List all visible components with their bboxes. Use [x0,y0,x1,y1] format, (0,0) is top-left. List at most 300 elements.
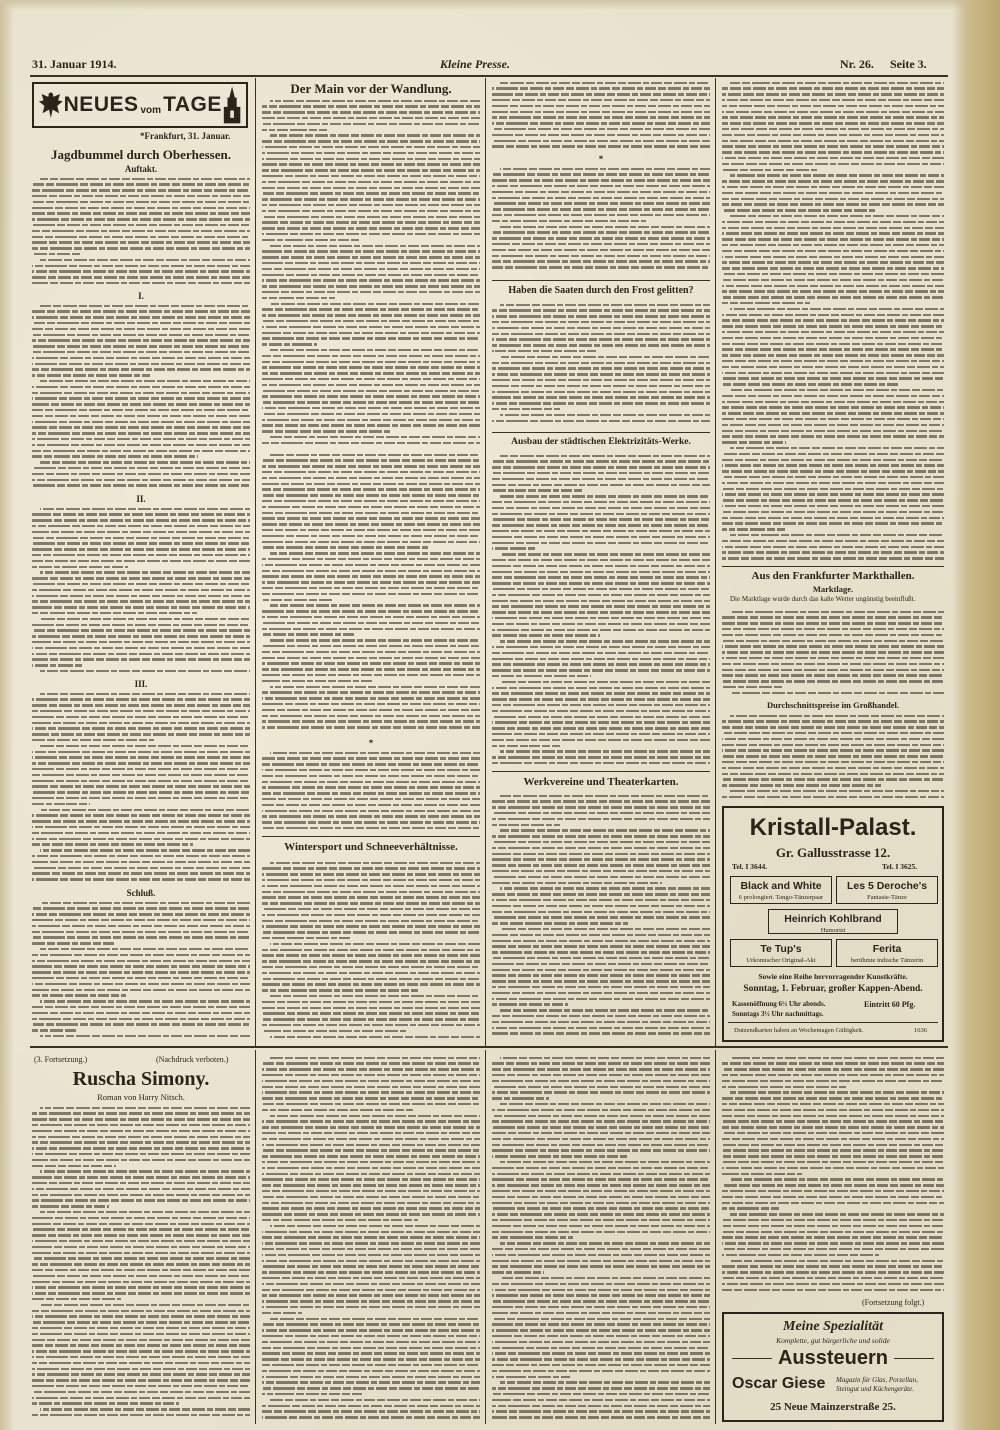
text-line [492,1178,710,1181]
text-line [262,268,480,271]
text-line [270,604,480,607]
text-line [32,727,250,730]
text-line [262,1012,480,1015]
text-line [262,885,480,888]
text-line [32,1257,250,1260]
text-line [32,1006,250,1009]
text-line [32,577,250,580]
text-line [492,1405,710,1408]
text-line [32,519,250,522]
text-line [262,500,480,503]
text-line [262,459,480,462]
text-line [262,192,480,195]
text-line [722,1231,944,1234]
text-line [262,1091,480,1094]
text-line [262,798,480,801]
text-line [262,989,418,992]
text-line [722,145,944,148]
text-line [722,1149,944,1152]
text-line [722,663,944,666]
text-line [32,820,250,823]
text-line [32,1112,250,1115]
text-line [270,1057,480,1060]
text-line [32,872,250,875]
text-line [32,560,250,563]
text-line [262,442,480,445]
act-note: Humorist [820,927,846,934]
text-line [492,1167,710,1170]
text-line [722,209,875,212]
text-line [730,174,944,177]
text-line [32,1159,250,1162]
text-line [492,1376,570,1379]
text-line [492,385,710,388]
text-line [722,93,944,96]
act-note: Urkomischer Original-Akt [746,957,816,964]
text-line [722,1190,944,1193]
text-line [32,913,250,916]
article-title-saaten: Haben die Saaten durch den Frost gelitten? [508,285,694,296]
text-line [32,1362,250,1365]
text-line [32,357,250,360]
text-line [40,178,250,181]
advert-special-event: Sonntag, 1. Februar, großer Kappen-Abend. [743,984,923,994]
text-line [40,571,250,574]
section-divider [30,1046,948,1048]
text-line [500,1277,710,1280]
advert-tel-right: Tel. I 3625. [882,862,918,871]
text-line [722,1132,944,1135]
text-line [262,925,480,928]
text-line [262,1236,480,1239]
text-line [262,274,480,277]
text-line [722,296,944,299]
text-line [722,261,944,264]
text-line [32,1246,250,1249]
text-line [262,233,480,236]
text-line [32,1315,250,1318]
text-line [492,1225,710,1228]
text-line [262,337,480,340]
text-line [722,499,944,502]
text-line [32,1333,250,1336]
text-line [262,1387,480,1390]
text-line [270,943,480,946]
text-line [262,633,355,636]
text-line [492,745,560,748]
text-line [492,1312,710,1315]
text-line [262,1219,418,1222]
text-line [492,478,710,481]
text-line [492,835,710,838]
text-line [262,227,480,230]
text-line [722,784,881,787]
text-line [500,304,710,307]
text-line [500,640,710,643]
text-line [32,600,250,603]
column-rule [255,78,256,1046]
text-line [500,553,710,556]
text-line [40,1000,250,1003]
text-line [262,1155,480,1158]
text-line [492,1294,710,1297]
text-line [722,488,944,491]
text-line [32,954,250,957]
text-line [32,1275,250,1278]
text-line [32,733,250,736]
text-line [492,460,710,463]
text-line [262,1300,480,1303]
text-line [722,528,785,531]
masthead-word-tage: TAGE [163,93,222,116]
text-line [262,1352,480,1355]
text-line [722,273,944,276]
text-line [270,639,480,642]
text-line [262,378,480,381]
act-name: Heinrich Kohlbrand [784,913,882,925]
text-line [262,146,480,149]
text-line [492,220,646,223]
article-body [262,452,480,736]
text-line [262,471,480,474]
text-line [262,815,480,818]
text-line [722,657,944,660]
text-line [722,674,944,677]
text-line [32,942,114,945]
text-line [492,963,710,966]
text-line [722,459,944,462]
text-line [32,345,250,348]
text-line [32,1402,179,1405]
text-line [722,1097,944,1100]
text-line [722,319,944,322]
text-line [262,326,480,329]
text-line [722,250,944,253]
text-line [32,351,250,354]
text-line [492,105,710,108]
article-title-markthallen: Aus den Frankfurter Markthallen. [751,570,915,582]
text-line [492,916,710,919]
text-line [262,297,335,300]
advert-sunday: Sonntags 3½ Uhr nachmittags. [732,1010,824,1018]
text-line [32,716,250,719]
eagle-icon [38,88,64,122]
text-line [730,611,944,614]
text-line [492,1329,710,1332]
text-line [32,455,198,458]
text-line [492,847,710,850]
text-line [270,100,480,103]
text-line [492,1074,710,1077]
text-line [492,1196,710,1199]
text-line [32,814,250,817]
text-line [722,151,944,154]
text-line [40,508,250,511]
text-line [262,262,480,265]
act-name: Te Tup's [760,943,802,955]
text-line [492,1341,710,1344]
text-line [40,849,250,852]
text-line [262,827,480,830]
text-line [722,331,944,334]
advert-more-acts: Sowie eine Reihe hervorragender Kunstkräfte. [758,972,908,981]
text-line [492,692,710,695]
text-line [40,902,250,905]
text-line [492,1115,710,1118]
article-body [492,453,710,767]
text-line [32,450,250,453]
text-line [492,1265,710,1268]
text-line [492,565,710,568]
text-line [262,1138,480,1141]
article-body [32,900,250,1042]
advert-tickets: Dutzendkarten haben an Wochentagen Gültigkeit. [734,1027,864,1034]
text-line [722,1062,944,1065]
text-line [32,438,250,441]
text-line [262,622,480,625]
text-line [492,1144,710,1147]
header-page: Seite 3. [890,57,927,71]
text-line [262,250,480,253]
text-line [722,616,944,619]
text-line [492,202,710,205]
text-line [262,879,480,882]
article-body [492,793,710,1042]
text-line [32,647,250,650]
text-line [262,1202,480,1205]
text-line [262,668,480,671]
text-line [262,512,480,515]
text-line [262,1231,480,1234]
text-line [492,756,710,759]
text-line [32,612,197,615]
masthead-logo [32,82,248,128]
text-line [262,937,352,940]
text-line [262,407,480,410]
text-line [262,891,480,894]
article-body [262,860,480,1042]
article-body [32,176,250,290]
text-line [722,1236,944,1239]
text-line [492,501,710,504]
text-line [262,960,480,963]
text-line [730,1057,944,1060]
text-line [32,1147,250,1150]
text-line [32,843,193,846]
text-line [32,658,250,661]
text-line [722,314,944,317]
text-line [270,245,480,248]
text-line [262,1364,480,1367]
text-line [492,663,710,666]
text-line [722,493,944,496]
header-rule [30,75,948,77]
text-line [492,1364,710,1367]
text-line [492,197,710,200]
text-line [722,406,944,409]
text-line [262,535,480,538]
text-line [32,207,250,210]
text-line [32,374,150,377]
text-line [262,1173,480,1176]
text-line [270,995,480,998]
text-line [492,231,710,234]
text-line [262,163,480,166]
feuilleton-installment: (3. Fortsetzung.) [34,1055,88,1064]
article-title-main: Der Main vor der Wandlung. [290,81,452,96]
text-line [40,618,250,621]
text-line [492,518,710,521]
text-line [492,208,710,211]
text-line [262,1289,480,1292]
text-line [492,986,710,989]
text-line [32,1205,109,1208]
text-line [262,1306,480,1309]
text-line [492,327,710,330]
text-line [32,421,250,424]
text-line [32,554,250,557]
advert-headline: Meine Spezialität [783,1319,883,1334]
act-note: Fantasie-Tänze [867,894,907,901]
text-line [262,1329,480,1332]
text-line [492,727,710,730]
text-line [492,969,710,972]
text-line [492,321,710,324]
text-line [492,260,710,263]
text-line [722,1103,944,1106]
text-line [492,945,710,948]
text-line [722,186,944,189]
article-title-werkvereine: Werkvereine und Theaterkarten. [523,776,679,788]
text-line [262,523,480,526]
text-line [492,812,710,815]
article-body [492,166,710,274]
text-line [492,87,710,90]
text-line [262,908,480,911]
text-line [492,1318,710,1321]
article-body [722,713,944,801]
text-line [492,576,710,579]
text-line [492,1184,710,1187]
text-line [270,686,480,689]
text-line [492,367,710,370]
text-line [492,1358,710,1361]
text-line [722,669,944,672]
text-line [492,858,710,861]
text-line [32,525,250,528]
text-line [32,183,250,186]
text-line [492,134,710,137]
text-line [32,409,250,412]
text-line [492,1138,710,1141]
text-line [32,397,250,400]
text-line [722,372,944,375]
text-line [270,1225,480,1228]
text-line [40,1211,250,1214]
article-subheading-prices: Durchschnittspreise im Großhandel. [766,700,899,710]
feuilleton-body [32,1105,250,1423]
text-line [262,628,480,631]
text-line [722,1173,802,1176]
text-line [32,1397,250,1400]
text-line [492,266,710,269]
text-line [262,1260,480,1263]
act-name: Les 5 Deroche's [846,880,928,892]
text-line [262,610,480,613]
text-line [722,1283,944,1286]
text-line [32,960,250,963]
text-line [492,951,710,954]
text-line [262,1405,480,1408]
text-line [262,1086,480,1089]
text-line [32,282,250,285]
text-line [32,1023,250,1026]
text-line [262,775,480,778]
text-line [32,218,250,221]
text-line [262,896,480,899]
advert-desc-1: Magazin für Glas, Porzellan, [836,1376,918,1384]
feuilleton-body [262,1055,480,1423]
text-line [492,1086,710,1089]
text-line [492,1173,710,1176]
text-line [262,419,480,422]
text-line [32,473,250,476]
text-line [270,134,480,137]
text-line [262,781,480,784]
article-body [32,691,250,887]
title-rule [262,836,480,837]
text-line [262,1370,480,1373]
text-line [492,185,710,188]
text-line [32,368,250,371]
text-line [32,548,250,551]
text-line [730,692,944,695]
text-line [32,965,250,968]
text-line [32,971,250,974]
text-line [40,693,250,696]
text-line [492,1410,710,1413]
text-line [262,599,333,602]
text-line [32,1124,250,1127]
text-line [492,391,710,394]
text-line [32,1188,250,1191]
text-line [492,980,710,983]
text-line [32,230,250,233]
text-line [492,111,710,114]
text-line [262,978,480,981]
text-line [262,465,480,468]
text-line [492,1109,710,1112]
text-line [492,824,560,827]
text-line [492,1068,710,1071]
text-line [262,954,480,957]
text-line [730,82,944,85]
text-line [492,507,710,510]
text-line [722,244,944,247]
text-line [32,751,250,754]
text-line [730,715,944,718]
feuilleton-byline: Roman von Harry Nitsch. [97,1092,185,1102]
text-line [40,1170,250,1173]
text-line [492,1335,710,1338]
text-line [722,285,944,288]
text-line [722,169,818,172]
text-line [492,173,710,176]
text-line [262,709,480,712]
text-line [32,583,250,586]
text-line [492,1393,710,1396]
text-line [500,168,710,171]
